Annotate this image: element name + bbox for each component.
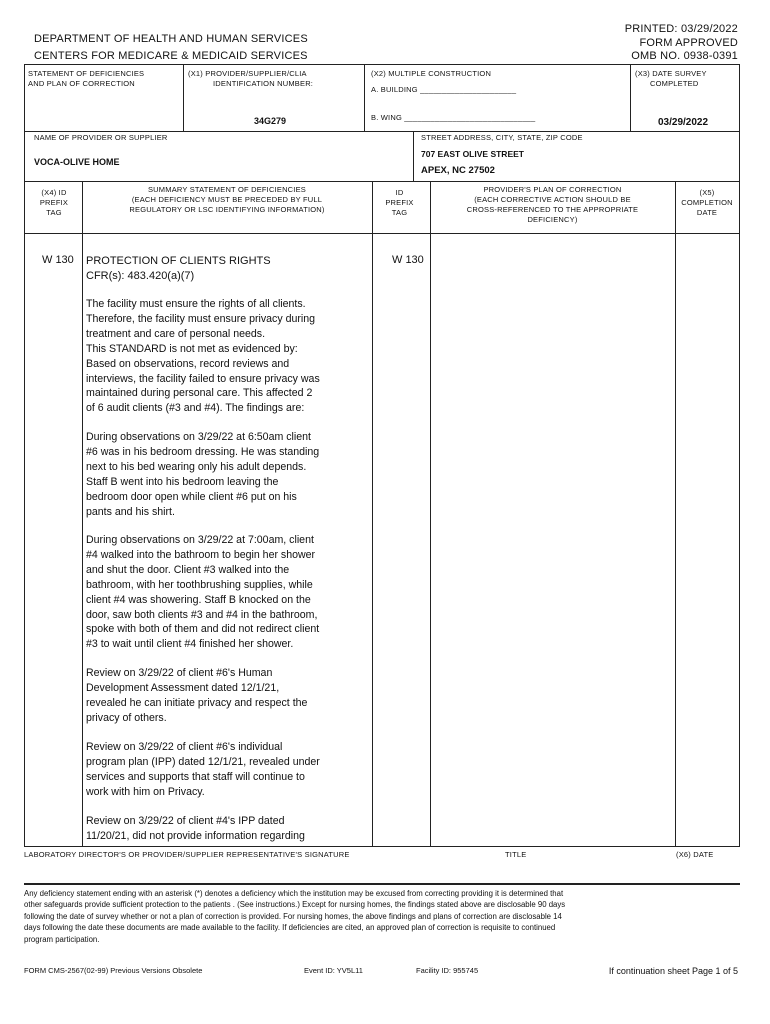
x4-header: (X4) ID PREFIX TAG xyxy=(39,188,69,217)
provider-name-label: NAME OF PROVIDER OR SUPPLIER xyxy=(34,133,168,142)
divider-x3 xyxy=(630,64,631,132)
divider-address xyxy=(413,132,414,182)
deficiency-tag: W 130 xyxy=(42,254,74,266)
divider-x1 xyxy=(183,64,184,132)
form-approved: FORM APPROVED xyxy=(639,37,738,49)
cfr-reference: CFR(s): 483.420(a)(7) xyxy=(86,270,195,282)
row-rule-3 xyxy=(24,233,740,234)
provider-name: VOCA-OLIVE HOME xyxy=(34,157,120,167)
x1-sub: IDENTIFICATION NUMBER: xyxy=(213,79,314,88)
facility-id: Facility ID: 955745 xyxy=(416,966,479,975)
right-border-2 xyxy=(739,132,740,182)
signature-rule-bottom xyxy=(24,883,740,885)
body-divider-3 xyxy=(430,182,431,846)
id-header: ID PREFIX TAG xyxy=(385,188,414,217)
paragraph-3: During observations on 3/29/22 at 7:00am, client #4 walked into the bathroom to begin her shower and shut the door. Client #3 walked into the bathroom, with her toothbrushing supplies, while client #4 was showering. Staff B knocked on the door, saw both clients #3 and #4 in the bathroom, spoke with both of them and did not redirect client #3 to wait until client #4 finished her shower. xyxy=(86,534,320,651)
body-divider-4 xyxy=(675,182,676,846)
summary-header: SUMMARY STATEMENT OF DEFICIENCIES (EACH DEFICIENCY MUST BE PRECEDED BY FULL REGULATORY OR LSC IDENTIFYING INFORMATION) xyxy=(129,185,325,214)
building-field: A. BUILDING ______________________ xyxy=(371,85,517,94)
x6-date-label: (X6) DATE xyxy=(676,850,714,859)
x5-header: (X5) COMPLETION DATE xyxy=(681,188,733,217)
address-label: STREET ADDRESS, CITY, STATE, ZIP CODE xyxy=(421,133,583,142)
correction-tag: W 130 xyxy=(392,254,424,266)
omb-number: OMB NO. 0938-0391 xyxy=(631,50,738,62)
body-right-border xyxy=(739,182,740,846)
x3-sub: COMPLETED xyxy=(650,79,699,88)
event-id: Event ID: YV5L11 xyxy=(304,966,363,975)
page-indicator: If continuation sheet Page 1 of 5 xyxy=(608,966,738,976)
left-border-2 xyxy=(24,132,25,182)
deficiency-title: PROTECTION OF CLIENTS RIGHTS xyxy=(86,255,271,267)
title-label: TITLE xyxy=(505,850,527,859)
row-rule-2 xyxy=(24,181,740,182)
signature-rule-top xyxy=(24,846,740,847)
top-rule xyxy=(24,64,740,65)
body-divider-2 xyxy=(372,182,373,846)
x1-label: (X1) PROVIDER/SUPPLIER/CLIA xyxy=(188,69,307,78)
paragraph-6: Review on 3/29/22 of client #4's IPP dated 11/20/21, did not provide information regarding xyxy=(86,815,305,842)
right-border xyxy=(739,64,740,132)
survey-date: 03/29/2022 xyxy=(658,117,709,128)
city-state-zip: APEX, NC 27502 xyxy=(421,165,495,176)
plan-header: PROVIDER'S PLAN OF CORRECTION (EACH CORRECTIVE ACTION SHOULD BE CROSS-REFERENCED TO THE APPROPRIATE DEFICIENCY) xyxy=(466,185,639,224)
provider-number: 34G279 xyxy=(254,116,287,126)
statement-label: STATEMENT OF DEFICIENCIES AND PLAN OF CORRECTION xyxy=(28,69,145,88)
wing-field: B. WING ______________________________ xyxy=(371,113,536,122)
paragraph-4: Review on 3/29/22 of client #6's Human Development Assessment dated 12/1/21, revealed he can initiate privacy and respect the privacy of others. xyxy=(86,667,308,724)
paragraph-5: Review on 3/29/22 of client #6's individual program plan (IPP) dated 12/1/21, revealed under services and supports that staff will continue to work with him on Privacy. xyxy=(86,741,320,798)
row-rule-1 xyxy=(24,131,740,132)
department-title: DEPARTMENT OF HEALTH AND HUMAN SERVICES xyxy=(34,33,308,45)
x2-label: (X2) MULTIPLE CONSTRUCTION xyxy=(371,69,492,78)
body-left-border xyxy=(24,182,25,846)
x3-label: (X3) DATE SURVEY xyxy=(635,69,707,78)
paragraph-1: The facility must ensure the rights of all clients. Therefore, the facility must ensure privacy during treatment and care of personal needs. This STANDARD is not met as evidenced by: Based on observations, record reviews and interviews, the facility failed to ensure privacy was maintained during personal care. This affected 2 of 6 audit clients (#3 and #4). The findings are: xyxy=(86,298,320,415)
printed-date: PRINTED: 03/29/2022 xyxy=(624,23,738,35)
street-address: 707 EAST OLIVE STREET xyxy=(421,149,524,159)
paragraph-2: During observations on 3/29/22 at 6:50am client #6 was in his bedroom dressing. He was standing next to his bed wearing only his adult depends. Staff B went into his bedroom leaving the bedroom door open while client #6 put on his pants and his shirt. xyxy=(86,431,320,518)
divider-x2 xyxy=(364,64,365,132)
body-divider-1 xyxy=(82,182,83,846)
form-number: FORM CMS-2567(02-99) Previous Versions Obsolete xyxy=(24,966,203,975)
centers-title: CENTERS FOR MEDICARE & MEDICAID SERVICES xyxy=(34,50,308,62)
disclosure-note: Any deficiency statement ending with an asterisk (*) denotes a deficiency which the institution may be excused from correcting providing it is determined that other safeguards provide sufficient protection to the patients . (See instructions.) Except for nursing homes, the findings stated above are disclosable 90 days following the date of survey whether or not a plan of correction is provided. For nursing homes, the above findings and plans of correction are disclosable 14 days following the date these documents are made available to the facility. If deficiencies are cited, an approved plan of correction is requisite to continued program participation. xyxy=(24,889,566,944)
left-border xyxy=(24,64,25,132)
signature-label: LABORATORY DIRECTOR'S OR PROVIDER/SUPPLIER REPRESENTATIVE'S SIGNATURE xyxy=(24,850,350,859)
